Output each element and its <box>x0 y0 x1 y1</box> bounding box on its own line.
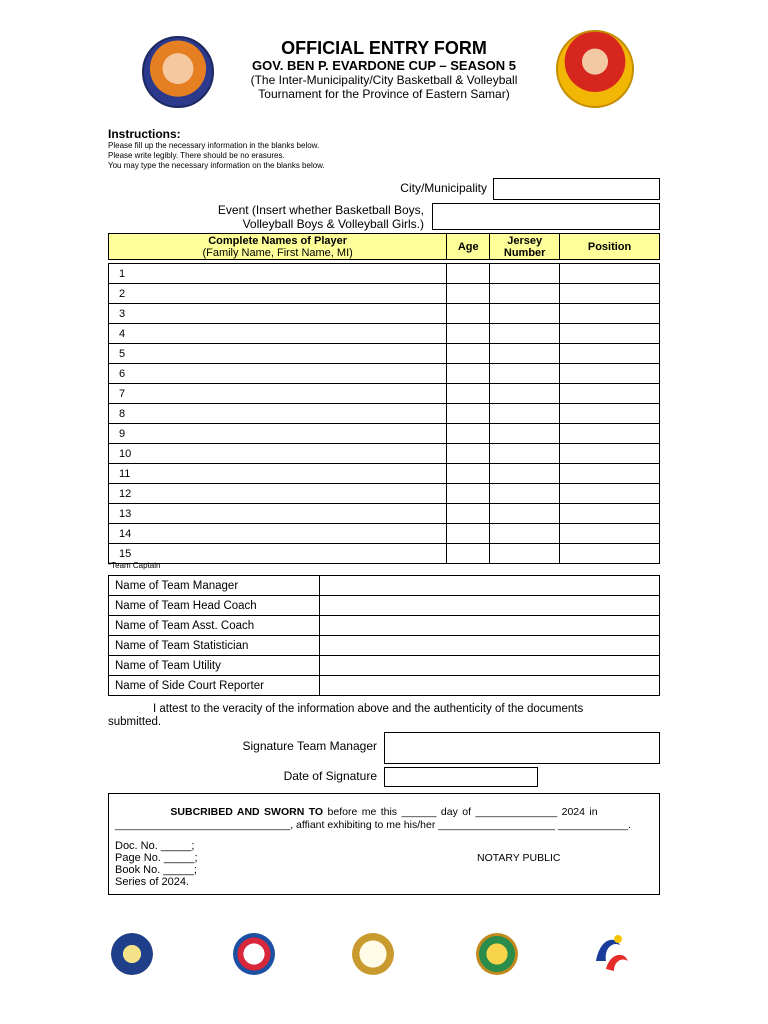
notary-line-1 <box>115 806 653 818</box>
event-label-line-2: Volleyball Boys & Volleyball Girls.) <box>242 217 424 231</box>
instruction-line: Please fill up the necessary information in the blanks below. <box>108 141 320 150</box>
player-jersey-cell[interactable] <box>490 364 560 384</box>
player-row <box>109 504 660 524</box>
staff-row <box>109 676 660 696</box>
player-name-cell[interactable]: 1 <box>109 264 447 284</box>
player-position-cell[interactable] <box>560 284 660 304</box>
player-position-cell[interactable] <box>560 504 660 524</box>
instruction-line: You may type the necessary information on the blanks below. <box>108 161 325 170</box>
player-row <box>109 304 660 324</box>
player-jersey-cell[interactable] <box>490 324 560 344</box>
player-row <box>109 444 660 464</box>
player-name-cell[interactable]: 4 <box>109 324 447 344</box>
city-label: City/Municipality <box>400 181 487 195</box>
player-position-cell[interactable] <box>560 384 660 404</box>
player-name-cell[interactable]: 10 <box>109 444 447 464</box>
player-jersey-cell[interactable] <box>490 344 560 364</box>
player-name-cell[interactable]: 14 <box>109 524 447 544</box>
player-age-cell[interactable] <box>447 264 490 284</box>
event-label <box>170 203 424 231</box>
description-line-1: (The Inter-Municipality/City Basketball & Volleyball <box>250 73 518 87</box>
staff-role-label: Name of Team Utility <box>109 656 320 676</box>
player-age-cell[interactable] <box>447 304 490 324</box>
player-position-cell[interactable] <box>560 484 660 504</box>
player-row <box>109 324 660 344</box>
notary-line-2: ______________________________, affiant exhibiting to me his/her ____________________ ____________. <box>115 819 631 831</box>
player-jersey-cell[interactable] <box>490 284 560 304</box>
player-row <box>109 364 660 384</box>
staff-row <box>109 656 660 676</box>
player-jersey-cell[interactable] <box>490 404 560 424</box>
event-input[interactable] <box>432 203 660 230</box>
player-jersey-cell[interactable] <box>490 524 560 544</box>
player-position-cell[interactable] <box>560 344 660 364</box>
player-age-cell[interactable] <box>447 484 490 504</box>
series: Series of 2024. <box>115 876 189 888</box>
player-age-cell[interactable] <box>447 364 490 384</box>
player-row <box>109 524 660 544</box>
player-name-cell[interactable]: 3 <box>109 304 447 324</box>
player-jersey-cell[interactable] <box>490 264 560 284</box>
player-position-cell[interactable] <box>560 324 660 344</box>
player-name-cell[interactable]: 8 <box>109 404 447 424</box>
player-age-cell[interactable] <box>447 544 490 564</box>
instructions-heading: Instructions: <box>108 127 181 141</box>
bagong-pilipinas-icon <box>592 931 632 975</box>
municipal-seal-icon <box>476 933 518 975</box>
page-no: Page No. _____; <box>115 852 198 864</box>
player-jersey-cell[interactable] <box>490 544 560 564</box>
player-jersey-cell[interactable] <box>490 444 560 464</box>
staff-row <box>109 576 660 596</box>
player-position-cell[interactable] <box>560 544 660 564</box>
jersey-header <box>490 234 560 260</box>
player-name-cell[interactable]: 15 <box>109 544 447 564</box>
player-name-cell[interactable]: 9 <box>109 424 447 444</box>
jersey-header-line-1: Jersey <box>507 234 543 247</box>
form-title: OFFICIAL ENTRY FORM <box>281 38 487 58</box>
player-name-cell[interactable]: 11 <box>109 464 447 484</box>
players-table-header <box>109 234 660 260</box>
player-age-cell[interactable] <box>447 524 490 544</box>
player-age-cell[interactable] <box>447 344 490 364</box>
signature-label: Signature Team Manager <box>242 739 377 753</box>
player-row <box>109 284 660 304</box>
doc-no: Doc. No. _____; <box>115 840 195 852</box>
player-jersey-cell[interactable] <box>490 384 560 404</box>
player-position-cell[interactable] <box>560 304 660 324</box>
player-row <box>109 344 660 364</box>
player-age-cell[interactable] <box>447 324 490 344</box>
staff-name-input[interactable] <box>319 676 659 696</box>
player-jersey-cell[interactable] <box>490 464 560 484</box>
notary-public-label: NOTARY PUBLIC <box>477 852 561 864</box>
staff-row <box>109 636 660 656</box>
signature-input[interactable] <box>384 732 660 764</box>
notary-doc-details <box>115 840 198 888</box>
player-position-cell[interactable] <box>560 444 660 464</box>
player-name-header-line-2: (Family Name, First Name, MI) <box>202 246 353 259</box>
description-line-2: Tournament for the Province of Eastern Samar) <box>258 87 510 101</box>
player-jersey-cell[interactable] <box>490 304 560 324</box>
jersey-header-line-2: Number <box>503 246 546 259</box>
instruction-line: Please write legibly. There should be no erasures. <box>108 151 285 160</box>
staff-name-input[interactable] <box>319 636 659 656</box>
city-input[interactable] <box>493 178 660 200</box>
player-name-cell[interactable]: 2 <box>109 284 447 304</box>
player-age-cell[interactable] <box>447 404 490 424</box>
player-age-cell[interactable] <box>447 284 490 304</box>
player-row <box>109 464 660 484</box>
sworn-heading: SUBCRIBED AND SWORN TO <box>170 806 324 818</box>
player-age-cell[interactable] <box>447 424 490 444</box>
player-row <box>109 424 660 444</box>
age-header: Age <box>447 234 490 260</box>
lmp-logo-icon <box>352 933 394 975</box>
player-jersey-cell[interactable] <box>490 424 560 444</box>
player-age-cell[interactable] <box>447 504 490 524</box>
player-position-cell[interactable] <box>560 424 660 444</box>
staff-row <box>109 616 660 636</box>
staff-role-label: Name of Side Court Reporter <box>109 676 320 696</box>
staff-name-input[interactable] <box>319 616 659 636</box>
player-row <box>109 264 660 284</box>
staff-role-label: Name of Team Statistician <box>109 636 320 656</box>
notary-box <box>108 793 660 895</box>
player-row <box>109 384 660 404</box>
position-header: Position <box>560 234 660 260</box>
staff-table <box>108 575 660 696</box>
staff-role-label: Name of Team Head Coach <box>109 596 320 616</box>
player-position-cell[interactable] <box>560 464 660 484</box>
player-name-cell[interactable]: 12 <box>109 484 447 504</box>
player-jersey-cell[interactable] <box>490 484 560 504</box>
player-name-cell[interactable]: 13 <box>109 504 447 524</box>
player-name-cell[interactable]: 5 <box>109 344 447 364</box>
attestation-line-1: I attest to the veracity of the information above and the authenticity of the documents <box>153 703 584 715</box>
player-jersey-cell[interactable] <box>490 504 560 524</box>
player-name-cell[interactable]: 6 <box>109 364 447 384</box>
province-seal-icon <box>111 933 153 975</box>
form-subtitle: GOV. BEN P. EVARDONE CUP – SEASON 5 <box>252 58 516 73</box>
player-position-cell[interactable] <box>560 524 660 544</box>
book-no: Book No. _____; <box>115 864 197 876</box>
player-position-cell[interactable] <box>560 404 660 424</box>
player-age-cell[interactable] <box>447 444 490 464</box>
staff-name-input[interactable] <box>319 576 659 596</box>
player-name-header-line-1: Complete Names of Player <box>208 234 348 247</box>
date-input[interactable] <box>384 767 538 787</box>
staff-name-input[interactable] <box>319 596 659 616</box>
notary-line-1-rest: before me this ______ day of ______________ 2024 in <box>327 806 598 818</box>
player-position-cell[interactable] <box>560 264 660 284</box>
event-label-line-1: Event (Insert whether Basketball Boys, <box>217 203 424 217</box>
player-age-cell[interactable] <box>447 464 490 484</box>
date-label: Date of Signature <box>283 769 377 783</box>
pcl-logo-icon <box>233 933 275 975</box>
attestation-line-2: submitted. <box>108 716 162 728</box>
player-row <box>109 544 660 564</box>
player-row <box>109 404 660 424</box>
staff-name-input[interactable] <box>319 656 659 676</box>
players-table <box>108 233 660 564</box>
player-name-header <box>109 234 447 260</box>
player-position-cell[interactable] <box>560 364 660 384</box>
attestation-text <box>108 703 660 729</box>
player-age-cell[interactable] <box>447 384 490 404</box>
staff-role-label: Name of Team Manager <box>109 576 320 596</box>
staff-row <box>109 596 660 616</box>
player-row <box>109 484 660 504</box>
staff-role-label: Name of Team Asst. Coach <box>109 616 320 636</box>
player-name-cell[interactable]: 7 <box>109 384 447 404</box>
form-description <box>0 73 768 101</box>
team-captain-note: *Team Captain <box>108 561 161 570</box>
